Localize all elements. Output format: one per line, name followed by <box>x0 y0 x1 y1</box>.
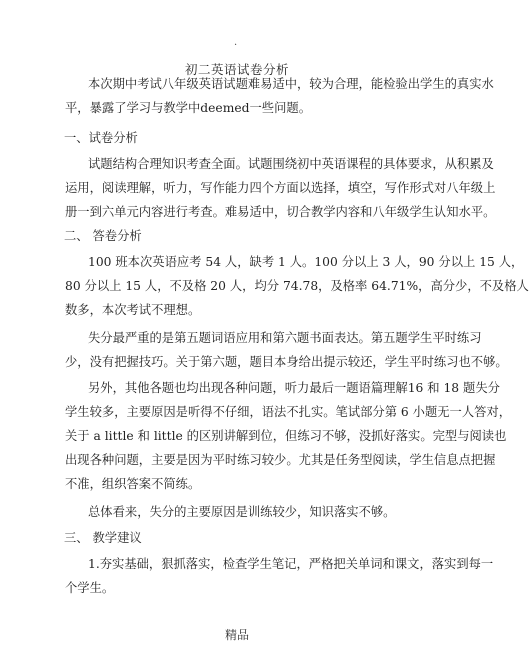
section-3-body <box>65 552 494 600</box>
section-2-paragraph-4 <box>88 500 418 524</box>
section-2-heading: 二、 答卷分析 <box>64 229 142 243</box>
section-1-line-2: 运用，阅读理解，听力，写作能力四个方面以选择，填空，写作形式对八年级上 <box>65 181 496 195</box>
section-3-line-1: 1.夯实基础，狠抓落实，检查学生笔记，严格把关单词和课文，落实到每一 <box>88 557 494 571</box>
section-2-p3-line-2: 学生较多，主要原因是听得不仔细，语法不扎实。笔试部分第 6 小题无一人答对， <box>65 405 512 419</box>
section-2-paragraph-3 <box>65 376 512 496</box>
section-2-p3-line-3: 关于 a little 和 little 的区别讲解到位，但练习不够，没抓好落实。完型与阅读也 <box>65 429 507 443</box>
section-2-p1-line-3: 数多，本次考试不理想。 <box>65 303 201 317</box>
footer-label: 精品 <box>224 628 249 642</box>
intro-line-1: 本次期中考试八年级英语试题难易适中，较为合理，能检验出学生的真实水 <box>88 77 494 91</box>
section-2-paragraph-1 <box>65 250 529 322</box>
section-2-p3-line-4: 出现各种问题，主要是因为平时练习较少。尤其是任务型阅读，学生信息点把握 <box>65 453 496 467</box>
page-title: 初二英语试卷分析 <box>184 62 289 77</box>
section-1-line-1: 试题结构合理知识考查全面。试题围绕初中英语课程的具体要求，从积累及 <box>88 157 494 171</box>
intro-line-2: 平，暴露了学习与教学中deemed一些问题。 <box>65 101 311 115</box>
section-2-p4-line-1: 总体看来，失分的主要原因是训练较少，知识落实不够。 <box>88 505 396 519</box>
section-1-line-3: 册一到六单元内容进行考查。难易适中，切合教学内容和八年级学生认知水平。 <box>65 205 496 219</box>
section-3-heading: 三、 教学建议 <box>64 531 142 545</box>
section-2-p3-line-1: 另外，其他各题也均出现各种问题，听力最后一题语篇理解16 和 18 题失分 <box>88 381 500 395</box>
section-2-p1-line-2: 80 分以上 15 人，不及格 20 人，均分 74.78，及格率 64.71%，高分少，不及格人 <box>65 279 529 293</box>
section-2-p1-line-1: 100 班本次英语应考 54 人，缺考 1 人。100 分以上 3 人，90 分以上 15 人， <box>88 255 524 269</box>
header-dot: · <box>234 40 238 51</box>
section-2-p2-line-1: 失分最严重的是第五题词语应用和第六题书面表达。第五题学生平时练习 <box>88 331 482 345</box>
section-1-heading: 一、试卷分析 <box>64 131 138 145</box>
section-1-body <box>65 152 496 224</box>
section-3-line-2: 个学生。 <box>65 581 115 595</box>
section-2-p2-line-2: 少，没有把握技巧。关于第六题，题目本身给出提示较还，学生平时练习也不够。 <box>65 355 508 369</box>
section-2-p3-line-5: 不准，组织答案不简练。 <box>65 477 201 491</box>
intro-paragraph <box>65 72 494 120</box>
section-2-paragraph-2 <box>65 326 508 374</box>
